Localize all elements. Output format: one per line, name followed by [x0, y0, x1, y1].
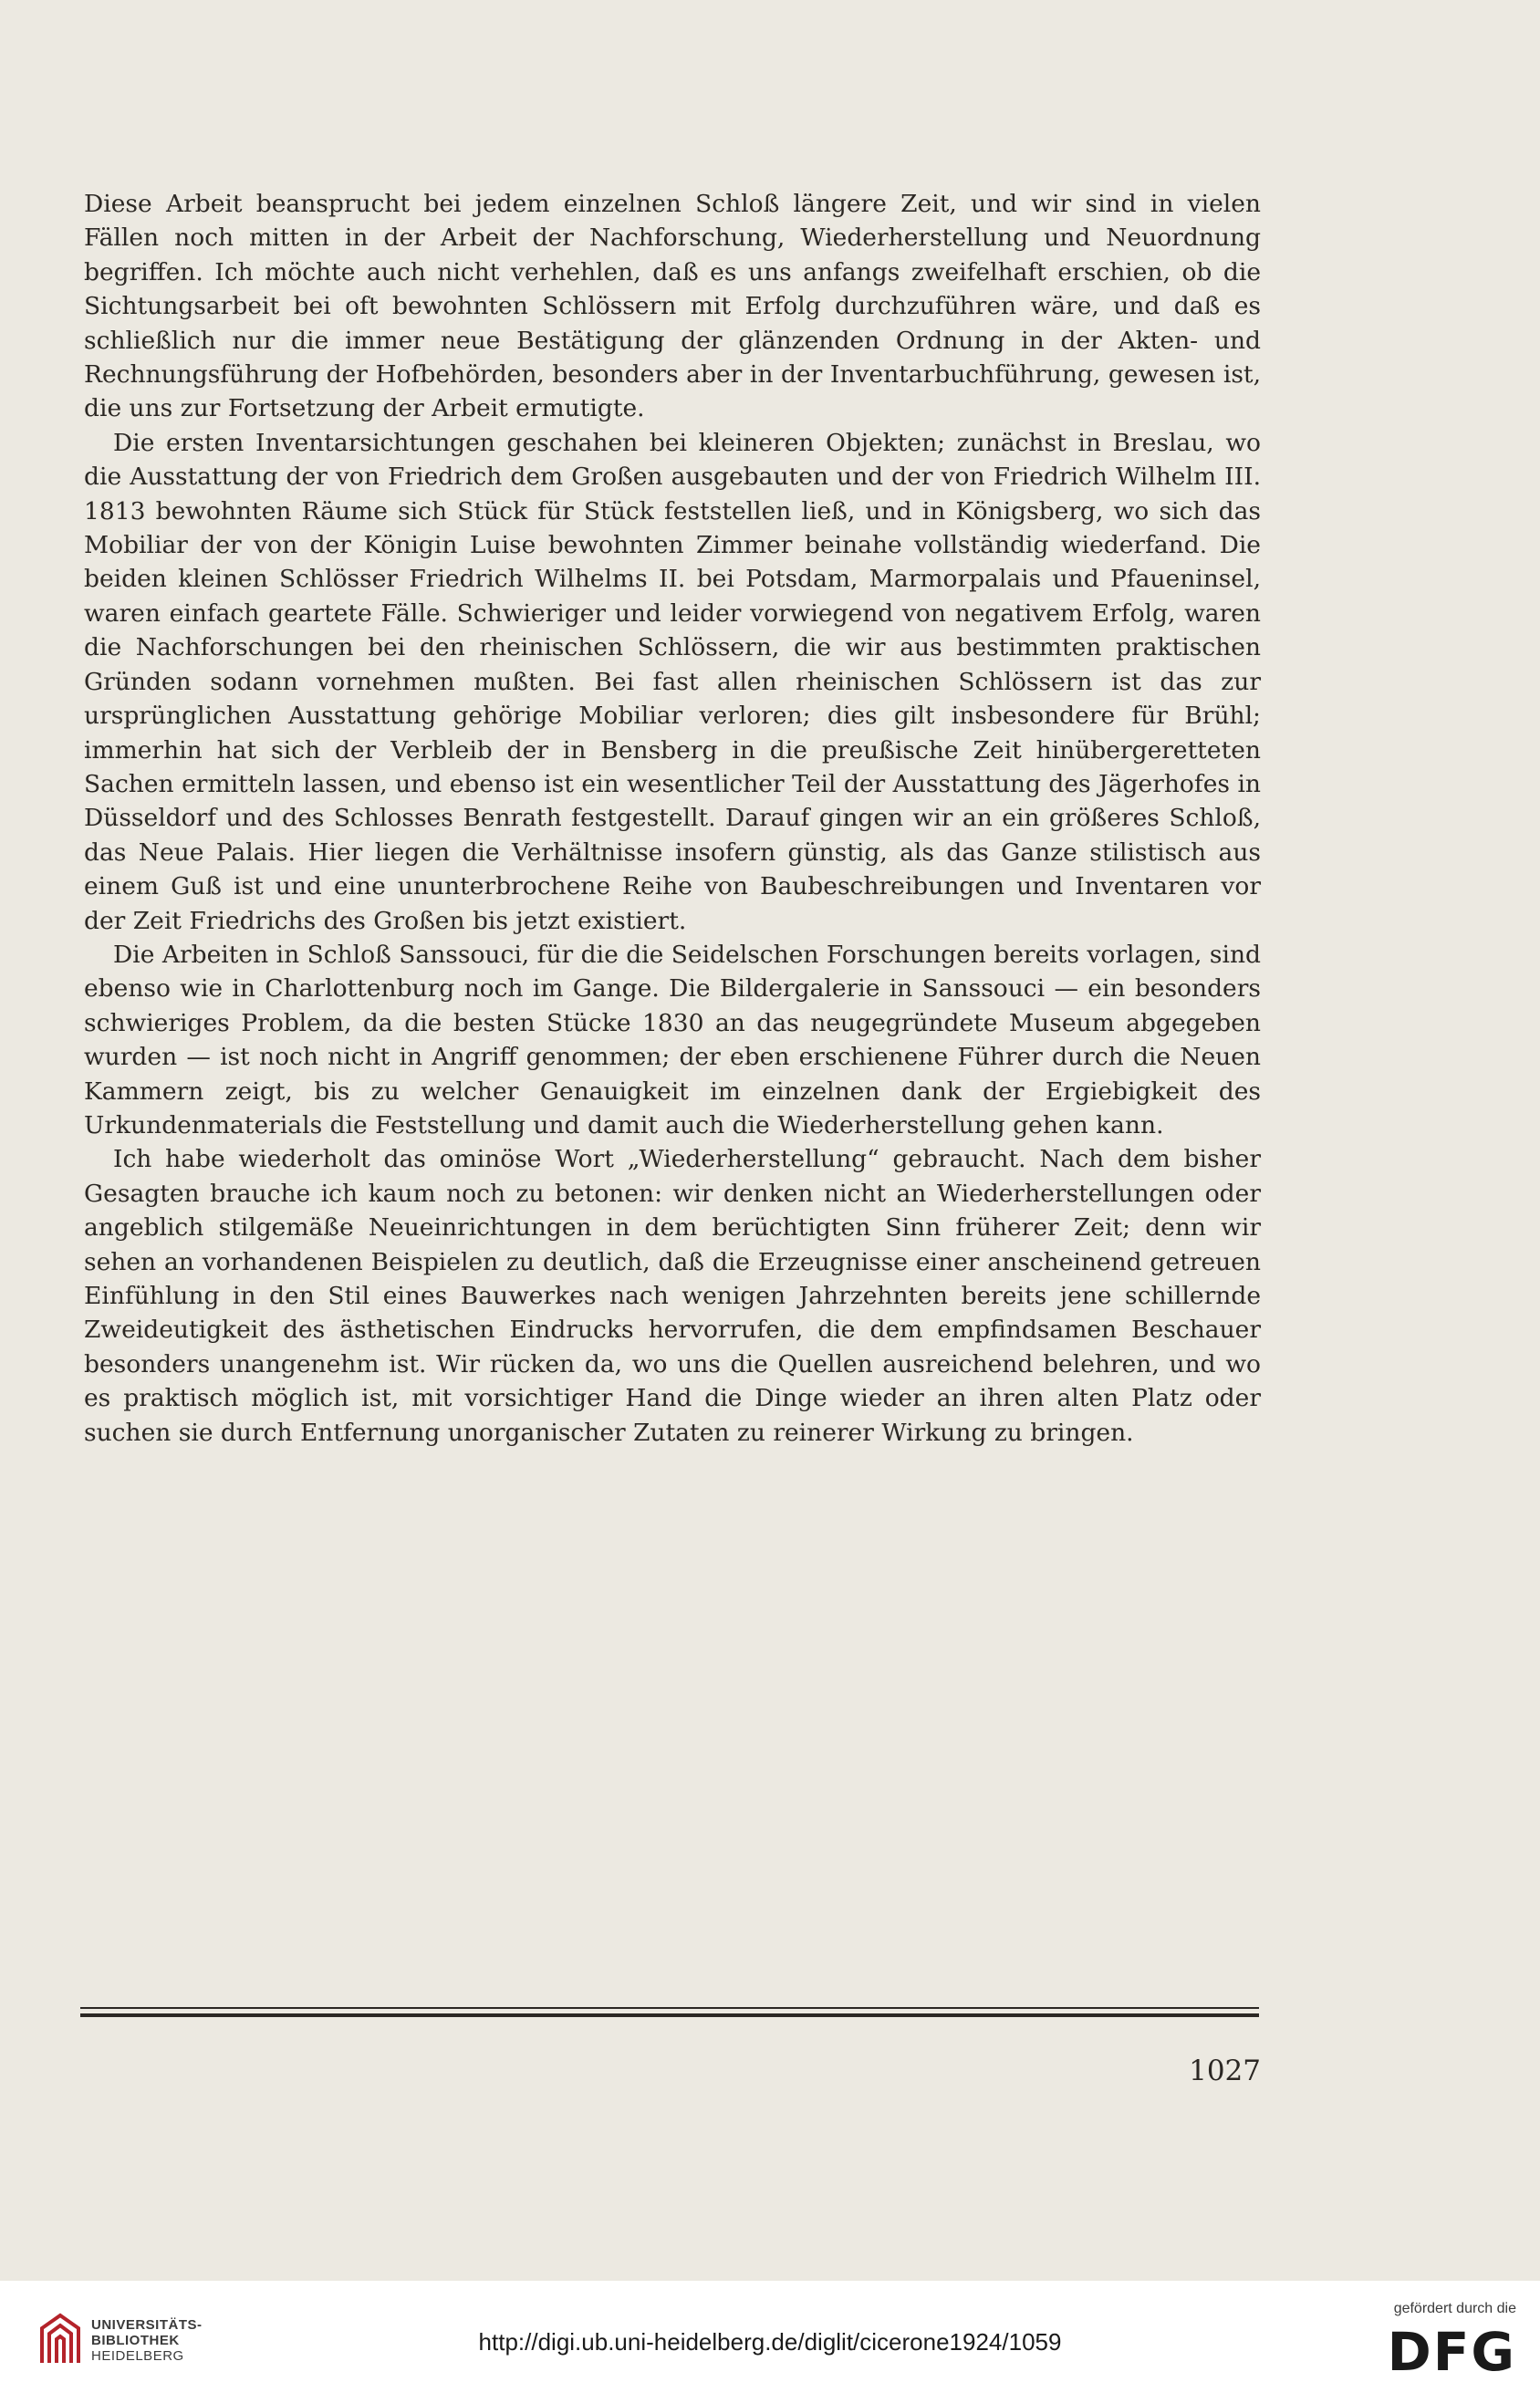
- page-number: 1027: [1189, 2055, 1261, 2087]
- library-name-line-2: BIBLIOTHEK: [91, 2333, 180, 2348]
- paragraph-1: Diese Arbeit beansprucht bei jedem einzelnen Schloß längere Zeit, und wir sind in vielen Fällen noch mitten in der Arbeit der Nachforschung, Wiederherstellung und Neuordnung begriffen. Ich möchte auch nicht verhehlen, daß es uns anfangs zweifelhaft erschien, ob die Sichtungsarbeit bei oft bewohnten Schlössern mit Erfolg durchzuführen wäre, und daß es schließlich nur die immer neue Bestätigung der glänzenden Ordnung in der Akten- und Rechnungsführung der Hofbehörden, besonders aber in der Inventarbuchführung, gewesen ist, die uns zur Fortsetzung der Arbeit ermutigte.: [84, 190, 1261, 423]
- source-url-link[interactable]: http://digi.ub.uni-heidelberg.de/diglit/cicerone1924/1059: [478, 2328, 1062, 2356]
- library-name-line-3: HEIDELBERG: [91, 2348, 184, 2364]
- paragraph-2: Die ersten Inventarsichtungen geschahen bei kleineren Objekten; zunächst in Breslau, wo die Ausstattung der von Friedrich dem Großen ausgebauten und der von Friedrich Wilhelm III. 1813 bewohnten Räume sich Stück für Stück feststellen ließ, und in Königsberg, wo sich das Mobiliar der von der Königin Luise bewohnten Zimmer beinahe vollständig wiederfand. Die beiden kleinen Schlösser Friedrich Wilhelms II. bei Potsdam, Marmorpalais und Pfaueninsel, waren einfach geartete Fälle. Schwieriger und leider vorwiegend von negativem Erfolg, waren die Nachforschungen bei den rheinischen Schlössern, die wir aus bestimmten praktischen Gründen sodann vornehmen mußten. Bei fast allen rheinischen Schlössern ist das zur ursprünglichen Ausstattung gehörige Mobiliar verloren; dies gilt insbesondere für Brühl; immerhin hat sich der Verbleib der in Bensberg in die preußische Zeit hinübergeretteten Sachen ermitteln lassen, und ebenso ist ein wesentlicher Teil der Ausstattung des Jägerhofes in Düsseldorf und des Schlosses Benrath festgestellt. Darauf gingen wir an ein größeres Schloß, das Neue Palais. Hier liegen die Verhältnisse insofern günstig, als das Ganze stilistisch aus einem Guß ist und eine ununterbrochene Reihe von Baubeschreibungen und Inventaren vor der Zeit Friedrichs des Großen bis jetzt existiert.: [84, 428, 1261, 935]
- sponsor-label: gefördert durch die: [1393, 2301, 1516, 2316]
- digitization-footer: [0, 2281, 1540, 2403]
- paragraph-3: Die Arbeiten in Schloß Sanssouci, für die die Seidelschen Forschungen bereits vorlagen, sind ebenso wie in Charlottenburg noch im Gange. Die Bildergalerie in Sanssouci — ein besonders schwieriges Problem, da die besten Stücke 1830 an das neugegründete Museum abgegeben wurden — ist noch nicht in Angriff genommen; der eben erschienene Führer durch die Neuen Kammern zeigt, bis zu welcher Genauigkeit im einzelnen dank der Ergiebigkeit des Urkundenmaterials die Feststellung und damit auch die Wiederherstellung gehen kann.: [84, 940, 1261, 1139]
- footer-rule-thick: [80, 2013, 1259, 2017]
- body-text: [84, 187, 1261, 1450]
- dfg-logo: DFG: [1387, 2321, 1516, 2383]
- library-name-line-1: UNIVERSITÄTS-: [91, 2317, 203, 2333]
- paragraph-4: Ich habe wiederholt das ominöse Wort „Wiederherstellung“ gebraucht. Nach dem bisher Gesagten brauche ich kaum noch zu betonen: wir denken nicht an Wiederherstellungen oder angeblich stilgemäße Neueinrichtungen in dem berüchtigten Sinn früherer Zeit; denn wir sehen an vorhandenen Beispielen zu deutlich, daß die Erzeugnisse einer anscheinend getreuen Einfühlung in den Stil eines Bauwerkes nach wenigen Jahrzehnten bereits jene schillernde Zweideutigkeit des ästhetischen Eindrucks hervorrufen, die dem empfindsamen Beschauer besonders unangenehm ist. Wir rücken da, wo uns die Quellen ausreichend belehren, und wo es praktisch möglich ist, mit vorsichtiger Hand die Dinge wieder an ihren alten Platz oder suchen sie durch Entfernung unorganischer Zutaten zu reinerer Wirkung zu bringen.: [84, 1145, 1261, 1447]
- footer-rule-thin: [80, 2007, 1259, 2009]
